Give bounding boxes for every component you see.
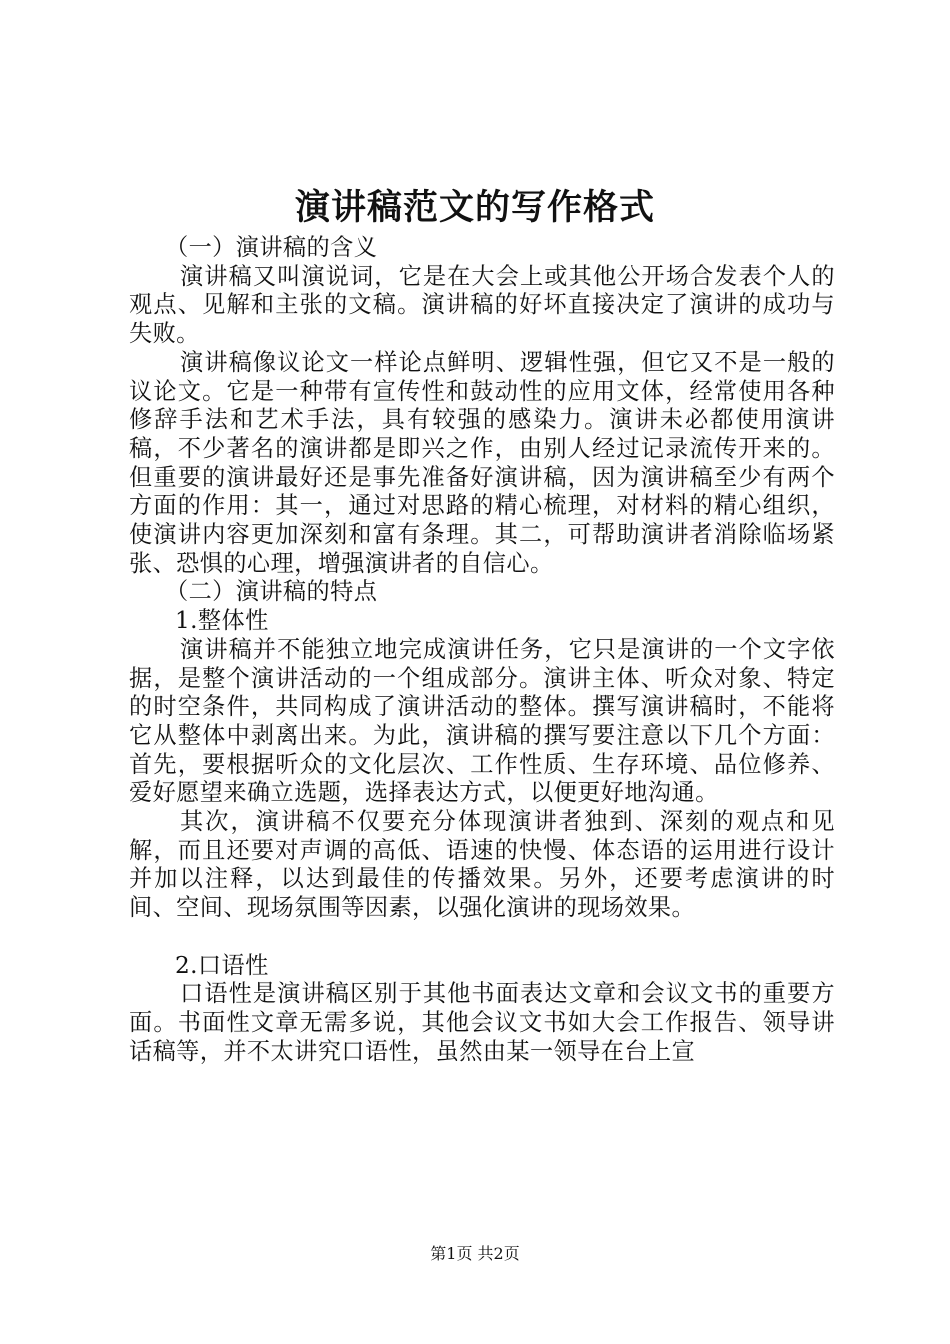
paragraph-integrity-2: 其次，演讲稿不仅要充分体现演讲者独到、深刻的观点和见解，而且还要对声调的高低、语速的快慢、体态语的运用进行设计并加以注释，以达到最佳的传播效果。另外，还要考虑演讲的时间、空间、现场氛围等因素，以强化演讲的现场效果。	[129, 808, 835, 922]
page-footer: 第1页 共2页	[430, 1244, 520, 1263]
section-heading-features: （二）演讲稿的特点	[165, 578, 378, 606]
subheading-colloquial: 2.口语性	[175, 951, 269, 979]
paragraph-integrity-1: 演讲稿并不能独立地完成演讲任务，它只是演讲的一个文字依据，是整个演讲活动的一个组成部分。演讲主体、听众对象、特定的时空条件，共同构成了演讲活动的整体。撰写演讲稿时，不能将它从整体中剥离出来。为此，演讲稿的撰写要注意以下几个方面：首先，要根据听众的文化层次、工作性质、生存环境、品位修养、爱好愿望来确立选题，选择表达方式，以便更好地沟通。	[129, 635, 835, 807]
paragraph-gap	[129, 923, 835, 952]
paragraph-colloquial: 口语性是演讲稿区别于其他书面表达文章和会议文书的重要方面。书面性文章无需多说，其他会议文书如大会工作报告、领导讲话稿等，并不太讲究口语性，虽然由某一领导在台上宣	[129, 980, 835, 1065]
document-title: 演讲稿范文的写作格式	[294, 187, 655, 228]
paragraph-nature: 演讲稿像议论文一样论点鲜明、逻辑性强，但它又不是一般的议论文。它是一种带有宣传性和鼓动性的应用文体，经常使用各种修辞手法和艺术手法，具有较强的感染力。演讲未必都使用演讲稿，不少著名的演讲都是即兴之作，由别人经过记录流传开来的。但重要的演讲最好还是事先准备好演讲稿，因为演讲稿至少有两个方面的作用：其一，通过对思路的精心梳理，对材料的精心组织，使演讲内容更加深刻和富有条理。其二，可帮助演讲者消除临场紧张、恐惧的心理，增强演讲者的自信心。	[129, 348, 835, 577]
paragraph-definition: 演讲稿又叫演说词，它是在大会上或其他公开场合发表个人的观点、见解和主张的文稿。演讲稿的好坏直接决定了演讲的成功与失败。	[129, 262, 835, 348]
subheading-integrity: 1.整体性	[175, 607, 269, 635]
document-body	[129, 234, 835, 1066]
section-heading-meaning: （一）演讲稿的含义	[165, 234, 378, 261]
